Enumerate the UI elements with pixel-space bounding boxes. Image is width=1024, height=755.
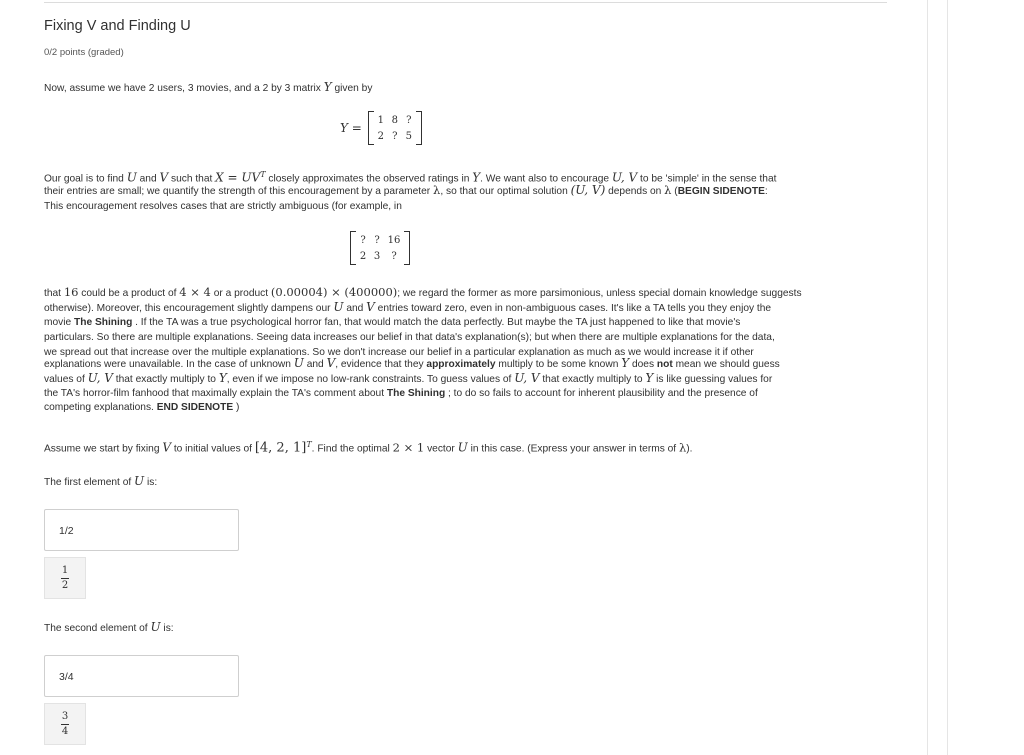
sidenote-line-6: explanations were unavailable. In the case of unknown U and V, evidence that they approximately multiply to be some known Y does not mean we should guess [44, 356, 780, 370]
column-divider [927, 0, 928, 755]
sidenote-line-2: otherwise). Moreover, this encouragement slightly dampens our U and V entries toward zero, even in non-ambiguous cases. It's like a TA tells you they enjoy the [44, 300, 772, 314]
matrix-cell: 2 [359, 250, 367, 262]
preview-numerator: 1 [61, 564, 69, 576]
sidenote-line-7: values of U, V that exactly multiply to Y, even if we impose no low-rank constraints. To guess values of U, V that exactly multiply to Y is like guessing values for [44, 371, 773, 385]
sidenote-line-4: particulars. So there are multiple explanations. Seeing data increases our belief in that data's explanation(s); but when there are multiple explanations for the data, [44, 332, 775, 343]
fraction-bar [61, 578, 69, 579]
problem-title: Fixing V and Finding U [44, 18, 191, 34]
preview-denominator: 4 [61, 725, 69, 737]
matrix-y-label: Y = [340, 121, 362, 135]
sidenote-line-5: we spread out that increase over the multiple explanations. So we don't increase our belief in a particular explanation as much as we would increase it if other [44, 347, 754, 358]
goal-line-2: their entries are small; we quantify the strength of this encouragement by a parameter λ, so that our optimal solution (U, V) depends on λ (BEGIN SIDENOTE: [44, 183, 768, 197]
top-divider [44, 2, 887, 3]
matrix-cell: 16 [387, 234, 401, 246]
points-label: 0/2 points (graded) [44, 47, 124, 58]
matrix-cell: 8 [391, 114, 398, 126]
goal-line-3: This encouragement resolves cases that are strictly ambiguous (for example, in [44, 201, 402, 212]
matrix-cell: ? [374, 234, 380, 246]
sidenote-line-9: competing explanations. END SIDENOTE ) [44, 402, 240, 413]
matrix-cell: 5 [405, 130, 412, 142]
fraction-bar [61, 724, 69, 725]
matrix-cell: 2 [377, 130, 384, 142]
matrix-y [340, 111, 422, 145]
goal-line-1: Our goal is to find U and V such that $X = UV^T$ closely approximates the observed ratings in Y. We want also to encourage U, V to be 'simple' in the sense that [44, 170, 777, 185]
intro-paragraph: Now, assume we have 2 users, 3 movies, and a 2 by 3 matrix Y given by [44, 80, 373, 94]
q2-answer-input[interactable]: 3/4 [44, 655, 239, 697]
matrix-bracket-right [404, 231, 410, 265]
matrix-cell: ? [391, 250, 397, 262]
matrix-cell: ? [360, 234, 366, 246]
preview-numerator: 3 [61, 710, 69, 722]
assume-paragraph: Assume we start by fixing V to initial values of [4, 2, 1]$^T$. Find the optimal 2 × 1 vector U in this case. (Express your answer in terms of λ). [44, 440, 693, 456]
preview-denominator: 2 [61, 579, 69, 591]
q2-label: The second element of U is: [44, 620, 174, 634]
sidenote-line-3: movie The Shining . If the TA was a true psychological horror fan, that would match the data perfectly. But maybe the TA just happened to like that movie's [44, 317, 741, 328]
sidenote-line-1: that 16 could be a product of 4 × 4 or a product (0.00004) × (400000); we regard the former as more parsimonious, unless special domain knowledge suggests [44, 285, 802, 299]
q1-answer-input[interactable]: 1/2 [44, 509, 239, 551]
matrix-cell: ? [406, 114, 412, 126]
q1-label: The first element of U is: [44, 474, 158, 488]
sidenote-line-8: the TA's horror-film fanhood that maximally explain the TA's comment about The Shining ; to do so fails to account for inherent plausibility and the presence of [44, 388, 758, 399]
matrix-cell: ? [392, 130, 398, 142]
matrix-cell: 3 [373, 250, 381, 262]
matrix-cell: 1 [377, 114, 384, 126]
matrix-bracket-right [416, 111, 422, 145]
column-divider [947, 0, 948, 755]
matrix-example [350, 231, 410, 265]
q1-answer-preview [44, 557, 86, 599]
q2-answer-preview [44, 703, 86, 745]
